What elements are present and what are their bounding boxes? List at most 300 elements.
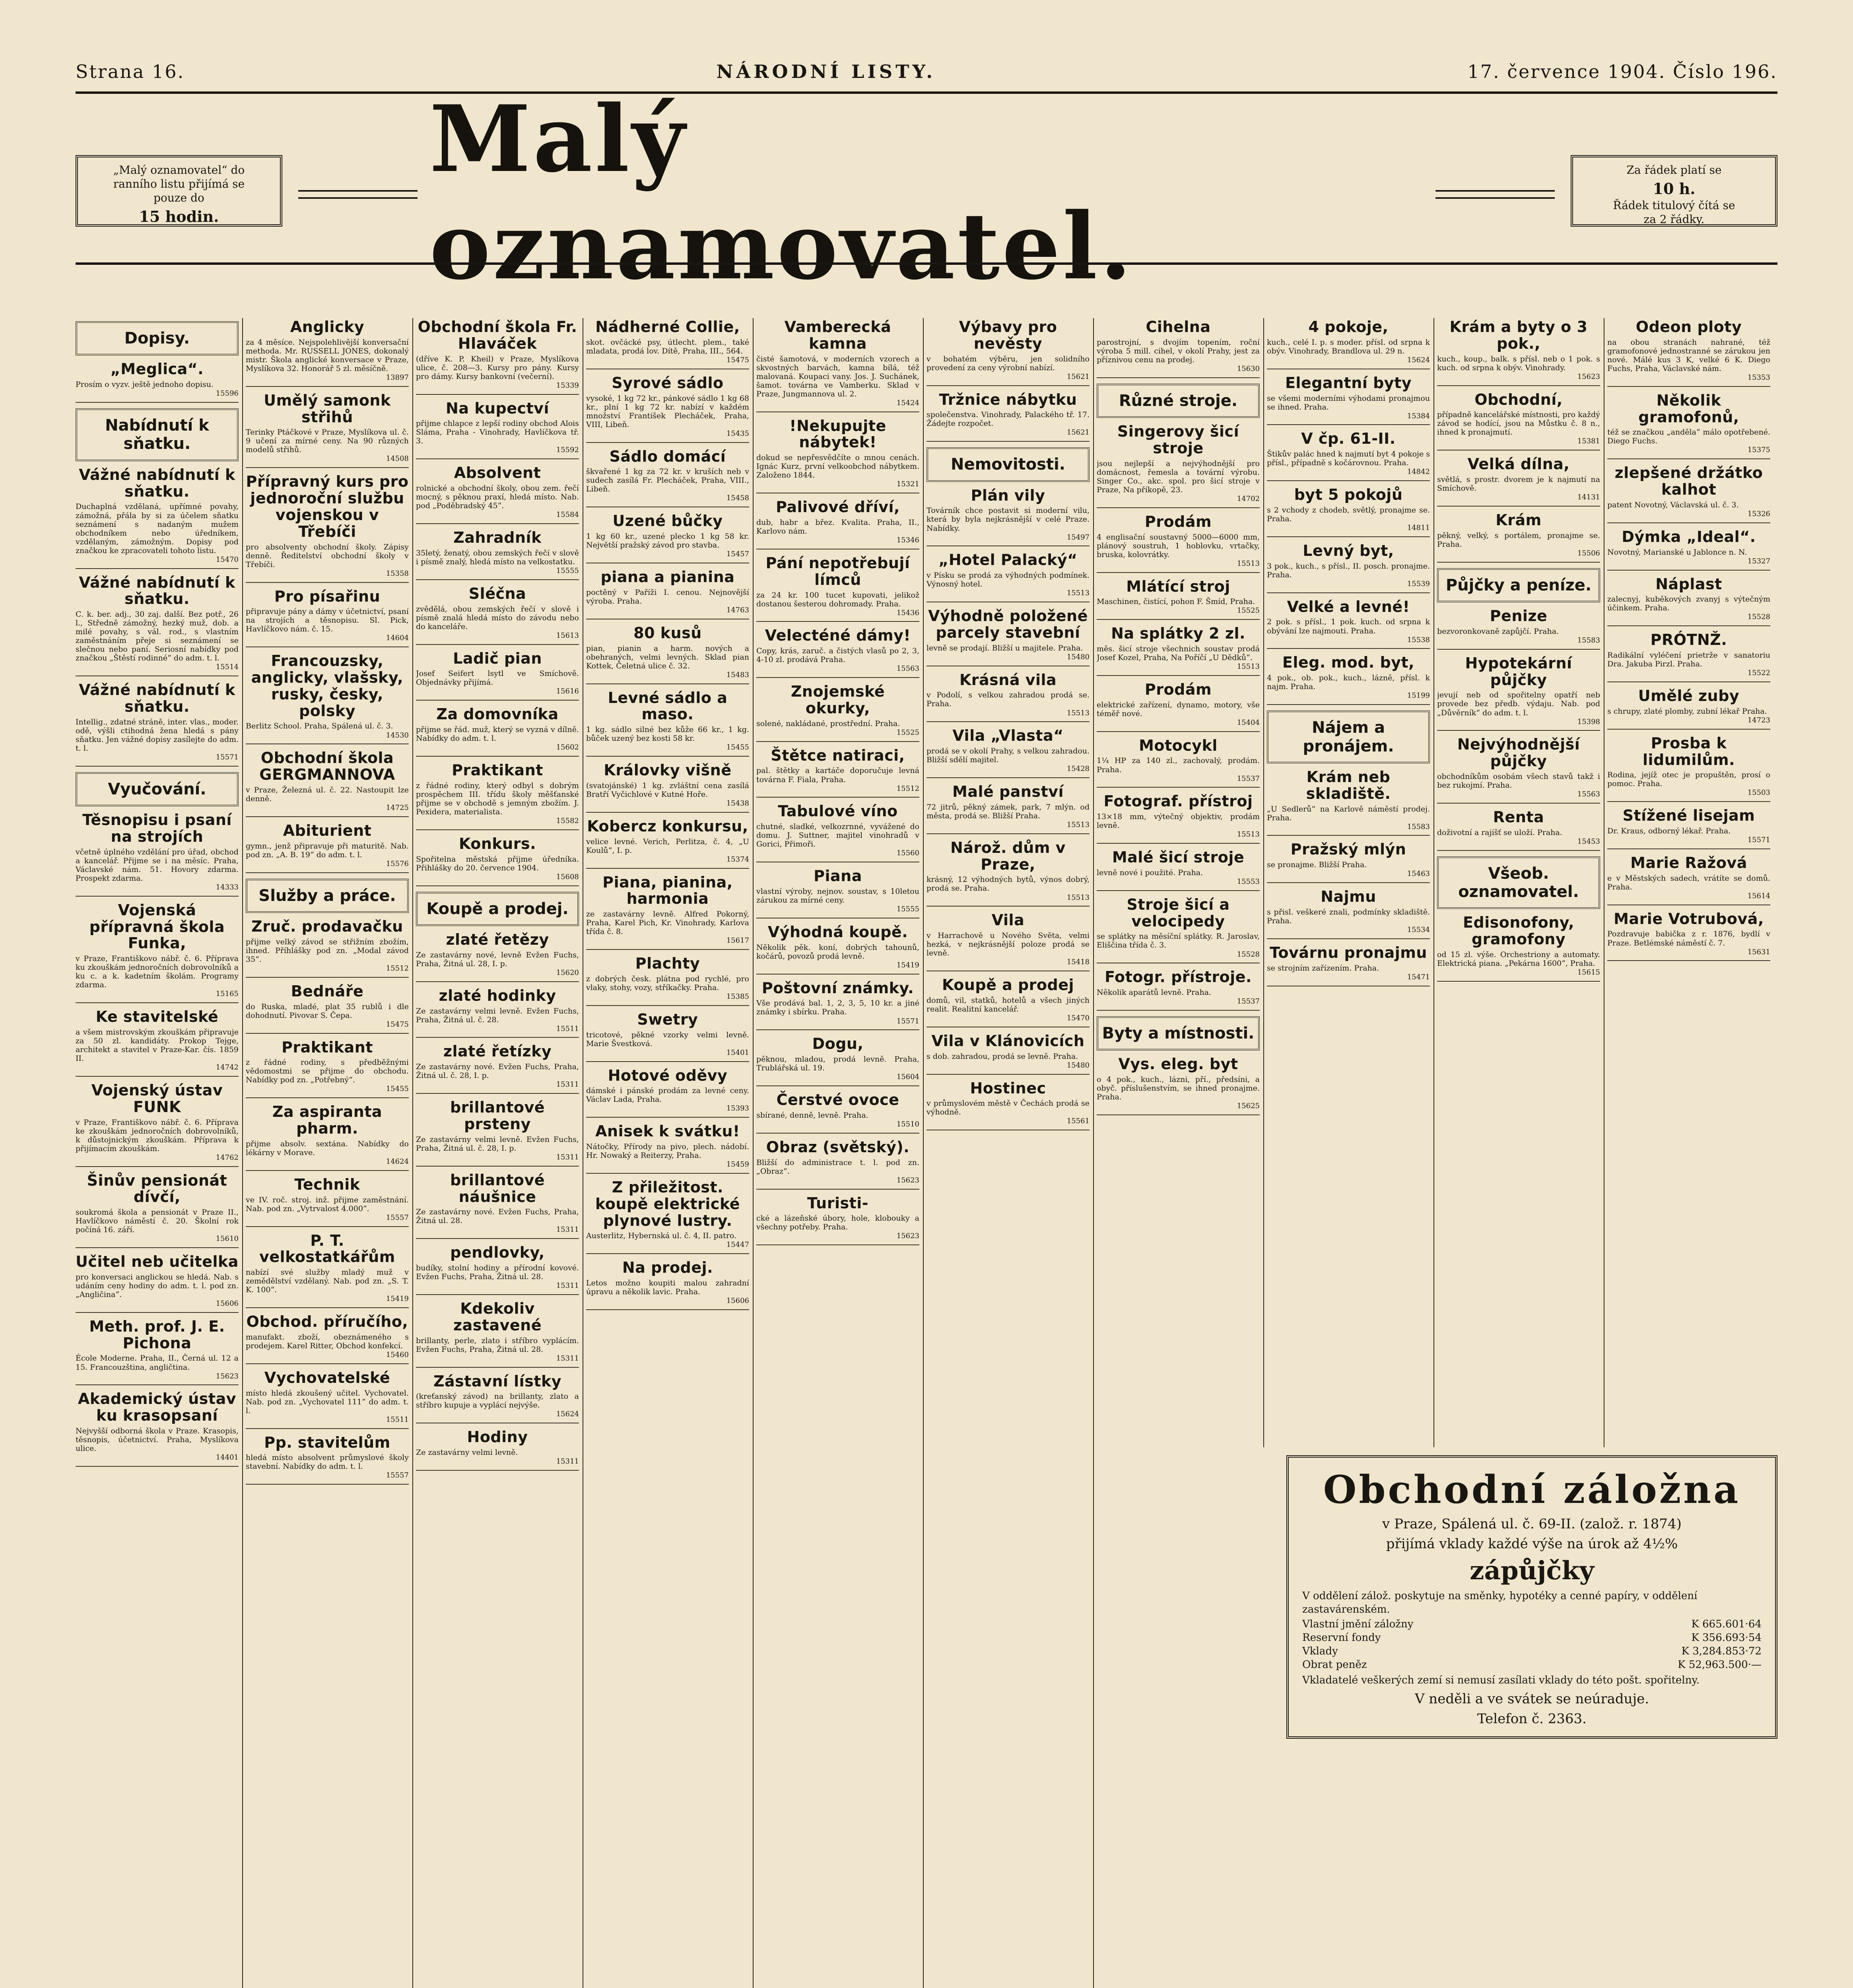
classified-ad xyxy=(756,627,919,678)
ad-ref-number: 15571 xyxy=(216,753,239,761)
ad-ref-number: 15384 xyxy=(1407,412,1430,420)
ad-title: Umělý samonk střihů xyxy=(264,391,391,426)
ad-title: Šinův pensionát dívčí, xyxy=(87,1171,227,1206)
classified-ad xyxy=(416,1172,579,1239)
ad-ref-number: 14762 xyxy=(216,1153,239,1162)
column-10 xyxy=(1607,318,1770,1447)
ad-text: Několik aparátů levně. Praha. xyxy=(1097,988,1212,997)
classified-ad xyxy=(246,474,409,582)
ad-ref-number: 15311 xyxy=(556,1080,579,1089)
ad-title: Prodám xyxy=(1144,513,1212,530)
ad-ref-number: 15393 xyxy=(726,1104,749,1113)
ad-text: 13×18 mm, výtečný objektiv, prodám levně. xyxy=(1097,812,1260,830)
classified-ad xyxy=(756,1139,919,1190)
ad-text: nabízí své služby mladý muž v zemědělství vzdělaný. Nab. pod zn. „S. T. K. 100“. xyxy=(246,1268,409,1295)
classified-ad xyxy=(586,625,749,684)
classified-ad xyxy=(1607,735,1770,802)
ad-ref-number: 15596 xyxy=(216,389,239,398)
ad-title: Levné sádlo a maso. xyxy=(608,689,728,723)
ad-ref-number: 15563 xyxy=(896,664,919,673)
ad-title: pendlovky, xyxy=(450,1244,545,1262)
column-1 xyxy=(76,318,239,1988)
ad-ref-number: 15475 xyxy=(726,355,749,364)
ad-ref-number: 15419 xyxy=(896,961,919,969)
ad-text: v Praze, Františkovo nábř. č. 6. Příprava ku zkouškám jednoročních dobrovolníků a ku c. a k. kadetním školám. Programy zdarma. xyxy=(76,954,239,990)
ad-title: Vila xyxy=(991,911,1025,929)
classified-ad xyxy=(416,465,579,524)
classified-ad xyxy=(586,513,749,563)
classified-ad xyxy=(246,1104,409,1171)
ad-ref-number: 15424 xyxy=(896,398,919,407)
ad-title: Piana xyxy=(814,867,862,885)
ad-ref-number: 15602 xyxy=(556,743,579,752)
classified-ad xyxy=(1437,608,1600,650)
ad-ref-number: 15513 xyxy=(1066,893,1090,902)
classified-ad xyxy=(756,803,919,862)
ad-text: pian, pianin a harm. nových a obehraných, velmi levných. Sklad pian Kottek, Čeletná ulice č. 32. xyxy=(586,644,749,670)
ad-ref-number: 15583 xyxy=(1577,636,1600,645)
classified-ad xyxy=(586,762,749,813)
classified-ad xyxy=(756,1195,919,1246)
ad-title: Stížené lisejam xyxy=(1622,807,1755,825)
classified-ad xyxy=(1607,911,1770,961)
ad-text: do Ruska, mladé, plat 35 rublů i dle dohodnutí. Pivovar S. Čepa. xyxy=(246,1002,409,1020)
section-heading: Dopisy. xyxy=(76,321,239,355)
ad-title: Nejvýhodnější půjčky xyxy=(1457,736,1580,770)
ad-text: rolnické a obchodní školy, obou zem. řečí mocný, s pěknou praxí, hledá místo. Nab. pod „Poděbradský 45“. xyxy=(416,484,579,511)
ad-text: elektrické zařízení, dynamo, motory, vše téměř nové. xyxy=(1097,700,1260,718)
ad-title: Z přiležitost. koupě elektrické plynové lustry. xyxy=(595,1178,740,1229)
section-heading: Byty a místnosti. xyxy=(1097,1016,1260,1050)
classified-ad xyxy=(756,1036,919,1086)
ad-ref-number: 14131 xyxy=(1577,493,1600,502)
classified-ad xyxy=(76,1391,239,1467)
classified-ad xyxy=(586,1011,749,1062)
classified-ad xyxy=(1607,465,1770,523)
ad-ref-number: 15576 xyxy=(386,859,409,868)
ad-ref-number: 15604 xyxy=(896,1073,919,1081)
ad-ref-number: 15620 xyxy=(556,968,579,977)
ad-ref-number: 15624 xyxy=(1407,355,1430,364)
ad-ref-number: 15561 xyxy=(1066,1117,1090,1126)
bigad-row-value: K 356.693·54 xyxy=(1691,1631,1762,1644)
ad-ref-number: 15525 xyxy=(1237,606,1260,615)
ad-title: Anglicky xyxy=(290,318,365,336)
classified-ad xyxy=(1437,512,1600,563)
ad-title: Najmu xyxy=(1321,888,1376,906)
classified-ad xyxy=(1267,487,1430,537)
ad-text: též se značkou „anděla“ málo opotřebené. Diego Fuchs. xyxy=(1607,428,1770,446)
ad-title: Zástavní lístky xyxy=(433,1372,562,1390)
ad-title: zlepšené držátko kalhot xyxy=(1614,464,1763,499)
column-6 xyxy=(926,318,1090,1988)
ad-ref-number: 14725 xyxy=(386,804,409,812)
ad-ref-number: 15511 xyxy=(386,1415,409,1424)
ad-text: skot. ovčácké psy, útlecht. plem., také mladata, prodá lov. Dítě, Praha, III., 564. xyxy=(586,338,749,355)
ad-title: Kobercz konkursu, xyxy=(587,817,748,835)
classified-ad xyxy=(416,706,579,757)
ad-text: 2 pok. s přísl., 1 pok. kuch. od srpna k obývání lze najmouti. Praha. xyxy=(1267,617,1430,635)
ad-ref-number: 15537 xyxy=(1237,774,1260,783)
ad-text: s přisl. veškeré znali, podmínky skladiště. Praha. xyxy=(1267,907,1430,925)
classified-ad xyxy=(756,747,919,798)
bigad-zalozna-phone: Telefon č. 2363. xyxy=(1477,1711,1587,1727)
masthead-left-box: „Malý oznamovatel“ do ranního listu přijímá se pouze do 15 hodin. xyxy=(76,155,282,227)
classified-ad xyxy=(1097,1056,1260,1115)
classified-ad xyxy=(1267,319,1430,369)
ad-ref-number: 15513 xyxy=(1066,589,1090,598)
ad-title: Obchod. příručího, xyxy=(246,1313,408,1331)
ad-ref-number: 14842 xyxy=(1407,468,1430,476)
ad-ref-number: 15435 xyxy=(726,429,749,438)
bigad-row-label: Obrat peněz xyxy=(1302,1658,1367,1671)
ad-title: Zahradník xyxy=(453,529,542,547)
ad-title: Vážné nabídnutí k sňatku. xyxy=(79,573,235,608)
ad-title: Královky višně xyxy=(604,761,732,779)
bigad-row-value: K 52,963.500·— xyxy=(1678,1658,1762,1671)
ad-ref-number: 15621 xyxy=(1066,428,1090,437)
classified-ad xyxy=(586,1123,749,1174)
ad-ref-number: 15483 xyxy=(726,670,749,679)
ad-ref-number: 15311 xyxy=(556,1153,579,1161)
bigad-row-label: Vklady xyxy=(1302,1645,1338,1657)
ad-title: Za aspiranta pharm. xyxy=(272,1103,383,1138)
ad-ref-number: 14624 xyxy=(386,1157,409,1166)
classified-ad xyxy=(416,1099,579,1167)
ad-title: brillantové prsteny xyxy=(450,1099,545,1133)
ad-text: gymn., jenž připravuje při maturitě. Nab. pod zn. „A. B. 19“ do adm. t. l. xyxy=(246,841,409,859)
ad-title: Stroje šicí a velocipedy xyxy=(1127,895,1230,930)
ad-title: zlaté řetízky xyxy=(443,1043,552,1060)
ad-text: Radikální vyléčení prietrže v sanatoriu Dra. Jakuba Pirzl. Praha. xyxy=(1607,651,1770,669)
ad-ref-number: 15616 xyxy=(556,687,579,696)
classified-ad xyxy=(926,392,1090,442)
ad-text: Ze zastavárny velmi levně. Evžen Fuchs, Praha, Žitná ul. č. 28. xyxy=(416,1006,579,1024)
ad-ref-number: 14742 xyxy=(216,1063,239,1072)
column-divider xyxy=(242,318,243,1988)
ad-text: v Praze, Železná ul. č. 22. Nastoupit lze denně. xyxy=(246,785,409,803)
ad-text: parostrojní, s dvojím topením, roční výroba 5 mill. cihel, v okolí Prahy, jest za příznivou cenu na prodej. xyxy=(1097,338,1260,364)
classified-ad xyxy=(1267,654,1430,705)
ad-title: Hostinec xyxy=(970,1079,1046,1097)
ad-text: solené, nakládané, prostřední. Praha. xyxy=(756,719,900,728)
ad-ref-number: 15374 xyxy=(726,855,749,864)
ad-ref-number: 15346 xyxy=(896,536,919,545)
classified-ad xyxy=(1097,423,1260,508)
ad-ref-number: 15165 xyxy=(216,990,239,998)
ad-ref-number: 15557 xyxy=(386,1213,409,1222)
classified-ad xyxy=(756,683,919,742)
ad-text: případně kancelářské místnosti, pro každý závod se hodící, jsou na Můstku č. 8 n., ihned k pronajmutí. xyxy=(1437,410,1600,437)
ad-text: světlá, s prostr. dvorem je k najmutí na Smíchově. xyxy=(1437,475,1600,493)
ad-text: společenstva. Vinohrady, Palackého tř. 17. Žádejte rozpočet. xyxy=(926,410,1090,428)
ad-text: Berlitz School. Praha, Spálená ul. č. 3. xyxy=(246,722,393,731)
ad-text: C. k. ber. adj., 30 zaj. další. Bez potř., 26 l., Středně zámožný, hezký muž, dob. a milé povahy, s vál. rod., s vlastním zaměstnáním přeje si seznámení se slečnou nebo paní. Seriosní nabídky pod značkou „Štěstí rodinné“ do adm. t. l. xyxy=(76,610,239,663)
classified-ad xyxy=(926,552,1090,602)
ad-text: brillanty, perle, zlato i stříbro vyplácím. Evžen Fuchs, Praha, Žitná ul. 28. xyxy=(416,1336,579,1354)
ad-text: škvařené 1 kg za 72 kr. v kruších neb v sudech zasílá Fr. Plecháček, Praha, VIII., Libeň. xyxy=(586,467,749,494)
ad-title: Levný byt, xyxy=(1303,542,1394,559)
ad-ref-number: 15560 xyxy=(896,849,919,858)
section-heading: Vyučování. xyxy=(76,772,239,806)
classified-ad xyxy=(246,1370,409,1429)
ad-text: Spořitelna městská přijme úředníka. Přihlášky do 20. července 1904. xyxy=(416,854,579,872)
ad-ref-number: 15513 xyxy=(1237,830,1260,839)
ad-ref-number: 15358 xyxy=(386,569,409,578)
classified-ad xyxy=(586,874,749,950)
ad-ref-number: 15480 xyxy=(1066,652,1090,661)
ad-text: 1 kg. sádlo silné bez kůže 66 kr., 1 kg. bůček uzený bez kosti 58 kr. xyxy=(586,725,749,743)
ad-text: budíky, stolní hodiny a přírodní kovové. Evžen Fuchs, Praha, Žitná ul. 28. xyxy=(416,1264,579,1281)
ad-text: Intellig., zdatné stráně, inter. vlas., moder. odě, výšli ctihodná žena hledá s pány sňatku. Jen vážné dopisy zasílejte do adm. t. l. xyxy=(76,717,239,753)
ad-ref-number: 15470 xyxy=(216,555,239,564)
ad-ref-number: 15528 xyxy=(1747,613,1770,621)
ad-ref-number: 15401 xyxy=(726,1048,749,1057)
ad-ref-number: 15592 xyxy=(556,446,579,454)
ad-text: z řádné rodiny, s předběžnými vědomostmi se přijme do obchodu. Nabídky pod zn. „Potřebný“. xyxy=(246,1058,409,1085)
ad-ref-number: 14811 xyxy=(1407,524,1430,532)
ad-text: Pozdravuje babička z r. 1876, bydlí v Praze. Betlémské náměstí č. 7. xyxy=(1607,930,1770,947)
classified-ad xyxy=(246,1314,409,1364)
ad-text: (svatojánské) 1 kg. zvláštní cena zasílá Bratří Vyčichlové v Kutné Hoře. xyxy=(586,781,749,799)
ad-text: levně se prodají. Bližší u majitele. Praha. xyxy=(926,643,1083,652)
bigad-row-value: K 3,284.853·72 xyxy=(1681,1645,1762,1657)
ad-title: Nádherné Collie, xyxy=(595,318,740,336)
classified-ad xyxy=(76,902,239,1003)
masthead-right-rule xyxy=(1435,190,1555,199)
classified-ad xyxy=(926,487,1090,547)
ad-title: Štětce natiraci, xyxy=(771,746,905,764)
classified-ad xyxy=(1607,576,1770,627)
ad-text: vlastní výroby, nejnov. soustav, s 10letou zárukou za mírné ceny. xyxy=(756,887,919,905)
page-header xyxy=(76,60,1777,83)
ad-text: zvědělá, obou zemských řečí v slově i písmě znalá hledá místo do závodu nebo do kanceláře. xyxy=(416,604,579,631)
ad-title: Vojenská přípravná škola Funka, xyxy=(89,901,225,952)
classified-ad xyxy=(1437,456,1600,507)
ad-ref-number: 15534 xyxy=(1407,926,1430,934)
classified-ad xyxy=(246,750,409,817)
ad-ref-number: 15623 xyxy=(896,1176,919,1184)
ad-ref-number: 15375 xyxy=(1747,446,1770,454)
ad-text: čisté šamotová, v moderních vzorech a skvostných barvách, kamna bílá, též malovaná. Koupaci vany. Jos. J. Suchánek, šamot. továrna ve Vamberku. Sklad v Praze, Jungmannova ul. 2. xyxy=(756,354,919,398)
classified-ad xyxy=(756,418,919,494)
ad-title: Za domovníka xyxy=(436,705,559,723)
ad-text: Novotný, Marianské u Jablonce n. N. xyxy=(1607,547,1747,557)
ad-title: Odeon ploty xyxy=(1635,318,1742,336)
ad-text: ze zastavárny levně. Alfred Pokorný, Praha, Karel Pich, Kr. Vinohrady, Karlova třída č. 8. xyxy=(586,910,749,936)
column-divider xyxy=(1263,318,1264,1447)
ad-text: Terinky Ptáčkové v Praze, Myslíkova ul. č. 9 učení za mírné ceny. Na 90 různých modelů střihů. xyxy=(246,428,409,454)
column-8 xyxy=(1267,318,1430,1447)
ad-text: v bohatém výběru, jen solidního provedení za ceny výrobní nabízí. xyxy=(926,354,1090,372)
ad-ref-number: 15621 xyxy=(1066,372,1090,381)
classified-ad xyxy=(1607,688,1770,730)
classified-ad xyxy=(416,932,579,982)
classified-ad xyxy=(1267,375,1430,425)
ad-title: Vážné nabídnutí k sňatku. xyxy=(79,466,235,500)
ad-title: Marie Votrubová, xyxy=(1614,910,1764,928)
ad-title: Dogu, xyxy=(812,1035,864,1053)
ad-ref-number: 15510 xyxy=(896,1120,919,1128)
ad-title: Učitel neb učitelka xyxy=(76,1253,239,1271)
ad-ref-number: 15512 xyxy=(896,784,919,793)
ad-ref-number: 15525 xyxy=(896,728,919,737)
ad-ref-number: 15463 xyxy=(1407,870,1430,878)
classified-ad xyxy=(246,983,409,1034)
bigad-row-label: Reservní fondy xyxy=(1302,1631,1381,1644)
ad-text: Vše prodává bal. 1, 2, 3, 5, 10 kr. a jiné známky i sbírku. Praha. xyxy=(756,999,919,1017)
section-heading: Nabídnutí k sňatku. xyxy=(76,408,239,461)
ad-text: místo hledá zkoušený učitel. Vychovatel. Nab. pod zn. „Vychovatel 111“ do adm. t. l. xyxy=(246,1388,409,1415)
ad-title: Obchodní, xyxy=(1474,390,1563,408)
classified-ad xyxy=(586,690,749,757)
classified-ad xyxy=(416,836,579,886)
ad-text: v průmyslovém městě v Čechách prodá se výhodně. xyxy=(926,1099,1090,1117)
ad-ref-number: 14333 xyxy=(216,883,239,891)
ad-ref-number: 15557 xyxy=(386,1471,409,1480)
ad-text: (dříve K. P. Kheil) v Praze, Myslíkova ulice, č. 208—3. Kursy pro pány. Kursy pro dámy. Kursy bankovní (večerní). xyxy=(416,354,579,381)
ad-title: Syrové sádlo xyxy=(612,374,724,392)
classified-ad xyxy=(1267,599,1430,649)
ad-title: Velké a levné! xyxy=(1287,598,1410,615)
ad-title: Dýmka „Ideal“. xyxy=(1622,528,1756,546)
ad-ref-number: 15458 xyxy=(726,494,749,503)
classified-ad xyxy=(1607,319,1770,387)
ad-ref-number: 15503 xyxy=(1747,788,1770,797)
classified-ad xyxy=(1097,514,1260,573)
ad-text: a všem mistrovským zkouškám připravuje za 50 zl. kandidáty. Prokop Tejge, architekt a stavitel v Praze-Kar. čís. 1859 II. xyxy=(76,1027,239,1063)
classified-ad xyxy=(1267,769,1430,836)
ad-text: dub, habr a břez. Kvalita. Praha, II., Karlovo nám. xyxy=(756,518,919,536)
classified-ad xyxy=(246,1039,409,1099)
classified-ad xyxy=(1607,632,1770,682)
ad-ref-number: 15398 xyxy=(1577,717,1600,726)
ad-text: tricotové, pěkné vzorky velmi levně. Marie Švestková. xyxy=(586,1030,749,1048)
column-4 xyxy=(586,318,749,1988)
ad-text: vysoké, 1 kg 72 kr., pánkové sádlo 1 kg 68 kr., plní 1 kg 72 kr. nabízí v každém množství František Plecháček, Praha, VIII, Libeň. xyxy=(586,394,749,429)
ad-ref-number: 15513 xyxy=(1237,662,1260,671)
ad-ref-number: 13897 xyxy=(386,373,409,382)
ad-title: Kdekoliv zastavené xyxy=(453,1299,542,1334)
ad-ref-number: 14763 xyxy=(726,606,749,614)
ad-ref-number: 15513 xyxy=(1237,559,1260,568)
ad-title: Pp. stavitelům xyxy=(264,1433,390,1451)
ad-text: Ze zastavárny nové. Evžen Fuchs, Praha, Žitná ul. č. 28, I. p. xyxy=(416,1062,579,1080)
ad-title: Na kupectví xyxy=(446,399,549,417)
classified-ad xyxy=(586,569,749,619)
ad-text: jevují neb od spořitelny opatří neb provede bez předb. výdaju. Nab. pod „Důvěrník“ do adm. t. l. xyxy=(1437,691,1600,717)
ad-ref-number: 15418 xyxy=(1066,958,1090,967)
classified-ad xyxy=(76,361,239,403)
ad-title: Velká dílna, xyxy=(1467,455,1570,473)
classified-ad xyxy=(76,1173,239,1248)
section-heading: Služby a práce. xyxy=(246,879,409,913)
ad-text: přijme chlapce z lepší rodiny obchod Alois Sláma, Praha - Vinohrady, Havlíčkova tř. 3. xyxy=(416,419,579,446)
column-7 xyxy=(1097,318,1260,1988)
ad-ref-number: 15471 xyxy=(1407,973,1430,981)
column-3 xyxy=(416,318,579,1988)
ad-text: v Praze, Františkovo nábř. č. 6. Příprava ke zkouškám jednoročních dobrovolníků, k důstojnickým zkouškám. Příprava k přijímacím zkouškám. xyxy=(76,1118,239,1153)
ad-ref-number: 15522 xyxy=(1747,669,1770,678)
ad-text: bezvoronkovaně zapůjčí. Praha. xyxy=(1437,627,1559,636)
ad-text: připravuje pány a dámy v účetnictví, psaní na strojích a těsnopisu. Sl. Pick, Havlíčkovo nám. č. 15. xyxy=(246,607,409,634)
classified-ad xyxy=(1097,969,1260,1011)
ad-title: Vila „Vlasta“ xyxy=(952,727,1064,745)
ad-text: pal. štětky a kartáče doporučuje levná továrna F. Fiala, Praha. xyxy=(756,766,919,784)
ad-text: École Moderne. Praha, II., Černá ul. 12 a 15. Francouzština, angličtina. xyxy=(76,1354,239,1372)
ad-title: Krám neb skladiště. xyxy=(1306,768,1391,802)
classified-ad xyxy=(416,988,579,1038)
ad-text: s dob. zahradou, prodá se levně. Praha. xyxy=(926,1052,1078,1061)
ad-ref-number: 15584 xyxy=(556,511,579,519)
ad-title: Motocykl xyxy=(1139,736,1218,754)
classified-ad xyxy=(1267,889,1430,939)
column-2 xyxy=(246,318,409,1988)
ad-text: pro konversaci anglickou se hledá. Nab. s udáním ceny hodiny do adm. t. l. pod zn. „Angličina“. xyxy=(76,1272,239,1299)
ad-title: Obchodní škola Fr. Hlaváček xyxy=(418,318,577,352)
ad-text: patent Novotný, Václavská ul. č. 3. xyxy=(1607,500,1739,509)
ad-title: Výbavy pro nevěsty xyxy=(959,318,1057,352)
classified-ad xyxy=(416,1244,579,1295)
ad-title: Hypotekární půjčky xyxy=(1465,654,1572,689)
ad-ref-number: 15311 xyxy=(556,1225,579,1234)
ad-ref-number: 15311 xyxy=(556,1354,579,1363)
ad-ref-number: 15539 xyxy=(1407,579,1430,588)
ad-text: Prosím o vyzv. ještě jednoho dopisu. xyxy=(76,380,214,389)
ad-title: Cihelna xyxy=(1146,318,1211,336)
ad-text: krásný, 12 výhodných bytů, výnos dobrý, prodá se. Praha. xyxy=(926,875,1090,893)
classified-ad xyxy=(586,1260,749,1310)
ad-ref-number: 15428 xyxy=(1066,765,1090,773)
ad-title: Hotové oděvy xyxy=(608,1066,728,1084)
ad-title: V čp. 61-II. xyxy=(1301,430,1396,448)
ad-text: 1 kg 60 kr., uzené plecko 1 kg 58 kr. Největší pražský závod pro stavba. xyxy=(586,532,749,550)
ad-text: kuch., celé I. p. s moder. přísl. od srpna k obýv. Vinohrady, Brandlova ul. 29 n. xyxy=(1267,338,1430,355)
ad-title: Renta xyxy=(1493,808,1544,826)
ad-ref-number: 15610 xyxy=(216,1235,239,1243)
classified-ad xyxy=(76,467,239,569)
ad-text: Nejvyšší odborná škola v Praze. Krasopis, těsnopis, účetnictví. Praha, Myslíkova ulice. xyxy=(76,1427,239,1453)
ad-title: Hodiny xyxy=(467,1428,528,1446)
ad-ref-number: 15537 xyxy=(1237,997,1260,1006)
classified-ad xyxy=(246,823,409,873)
ad-title: Čerstvé ovoce xyxy=(776,1091,899,1109)
ad-title: Marie Ražová xyxy=(1630,854,1747,872)
classified-ad xyxy=(246,588,409,648)
bigad-table-row xyxy=(1302,1618,1762,1630)
classified-ad xyxy=(416,400,579,460)
section-heading: Koupě a prodej. xyxy=(416,892,579,926)
page-number: Strana 16. xyxy=(76,61,185,82)
ad-title: Znojemské okurky, xyxy=(791,683,885,717)
column-divider xyxy=(923,318,924,1988)
bigad-zalozna xyxy=(1286,1455,1777,1739)
issue-date: 17. července 1904. Číslo 196. xyxy=(1467,61,1777,82)
ad-ref-number: 15460 xyxy=(386,1350,409,1359)
ad-title: Akademický ústav ku krasopsaní xyxy=(78,1390,236,1425)
classified-ad xyxy=(586,448,749,508)
classified-ad xyxy=(76,1082,239,1167)
ad-text: Maschinen, čistící, pohon F. Šmíd, Praha. xyxy=(1097,597,1255,606)
ad-title: Pražský mlýn xyxy=(1290,841,1406,858)
ad-text: velice levné. Verich, Perlitza, č. 4, „U Koulů“, I. p. xyxy=(586,837,749,855)
ad-title: Edisonofony, gramofony xyxy=(1463,914,1574,948)
ad-ref-number: 14723 xyxy=(1747,716,1770,724)
ad-ref-number: 15625 xyxy=(1237,1102,1260,1110)
classified-ad xyxy=(586,955,749,1006)
section-heading: Nemovitosti. xyxy=(926,447,1090,481)
classified-ad xyxy=(586,375,749,443)
